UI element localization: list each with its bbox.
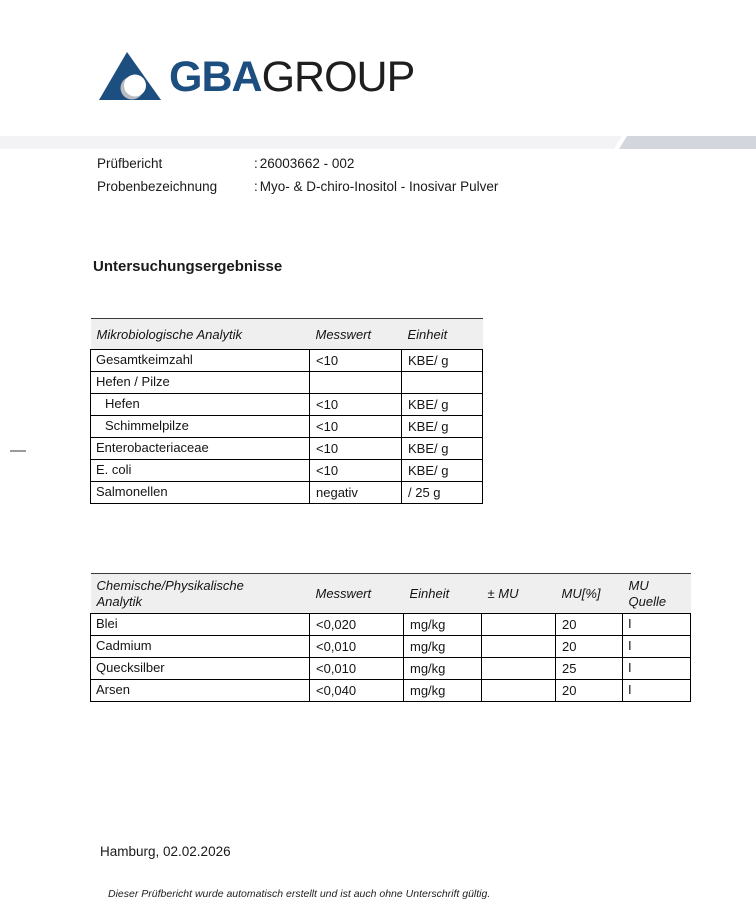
col-header-analytik: Mikrobiologische Analytik [91, 319, 310, 350]
sample-name-row [97, 175, 498, 198]
table-row [91, 394, 483, 416]
analyte-name: Quecksilber [91, 658, 310, 680]
header-band-dark [619, 136, 756, 149]
gba-triangle-logo-icon [99, 52, 161, 100]
analyte-mu-source: I [623, 614, 691, 636]
analyte-pm-mu [482, 636, 556, 658]
analyte-value: <10 [310, 438, 402, 460]
table-header-row [91, 319, 483, 350]
analyte-unit: mg/kg [404, 680, 482, 702]
table-row [91, 680, 691, 702]
analyte-name: Schimmelpilze [91, 416, 310, 438]
table-row [91, 416, 483, 438]
analyte-name: Blei [91, 614, 310, 636]
analyte-value: <0,010 [310, 658, 404, 680]
analyte-name: E. coli [91, 460, 310, 482]
analyte-unit: KBE/ g [402, 416, 483, 438]
table-row [91, 636, 691, 658]
analyte-pm-mu [482, 614, 556, 636]
place-date: Hamburg, 02.02.2026 [100, 844, 231, 859]
analyte-value: <0,040 [310, 680, 404, 702]
report-number-row [97, 152, 498, 175]
analyte-value: negativ [310, 482, 402, 504]
col-header-mu-quelle [623, 574, 691, 614]
analyte-name: Cadmium [91, 636, 310, 658]
table-header-row [91, 574, 691, 614]
section-title: Untersuchungsergebnisse [93, 258, 283, 275]
analyte-unit: KBE/ g [402, 460, 483, 482]
analyte-mu-pct: 20 [556, 636, 623, 658]
analyte-name: Gesamtkeimzahl [91, 350, 310, 372]
analyte-value: <10 [310, 416, 402, 438]
analyte-unit: KBE/ g [402, 350, 483, 372]
analyte-pm-mu [482, 680, 556, 702]
logo-text-group: GROUP [261, 53, 415, 101]
analyte-value [310, 372, 402, 394]
microbiology-table [90, 318, 483, 504]
table-row [91, 460, 483, 482]
analyte-value: <10 [310, 350, 402, 372]
report-number-value: 26003662 - 002 [259, 156, 355, 171]
analyte-unit [402, 372, 483, 394]
report-meta [97, 152, 498, 198]
sample-name-label: Probenbezeichnung [97, 179, 218, 194]
analyte-unit: KBE/ g [402, 438, 483, 460]
col-header-mu-quelle-line1: MU [628, 578, 649, 593]
sample-name-value: Myo- & D-chiro-Inositol - Inosivar Pulver [259, 179, 499, 194]
analyte-value: <10 [310, 460, 402, 482]
analyte-name: Hefen / Pilze [91, 372, 310, 394]
analyte-value: <10 [310, 394, 402, 416]
col-header-analytik [91, 574, 310, 614]
auto-generated-disclaimer: Dieser Prüfbericht wurde automatisch erstellt und ist auch ohne Unterschrift gültig. [108, 888, 491, 900]
analyte-unit: mg/kg [404, 614, 482, 636]
logo-wordmark [169, 54, 414, 100]
fold-mark [10, 450, 26, 452]
analyte-unit: / 25 g [402, 482, 483, 504]
analyte-value: <0,010 [310, 636, 404, 658]
table-row [91, 658, 691, 680]
analyte-mu-pct: 25 [556, 658, 623, 680]
analyte-unit: KBE/ g [402, 394, 483, 416]
col-header-mu-quelle-line2: Quelle [628, 594, 667, 609]
analyte-pm-mu [482, 658, 556, 680]
logo-text-gba: GBA [169, 53, 262, 101]
report-number-label: Prüfbericht [97, 156, 163, 171]
analyte-mu-source: I [623, 680, 691, 702]
analyte-unit: mg/kg [404, 658, 482, 680]
analyte-name: Hefen [91, 394, 310, 416]
colon-separator: : [254, 179, 258, 194]
analyte-name: Enterobacteriaceae [91, 438, 310, 460]
table-row [91, 438, 483, 460]
col-header-messwert: Messwert [310, 574, 404, 614]
col-header-einheit: Einheit [402, 319, 483, 350]
table-row [91, 350, 483, 372]
col-header-einheit: Einheit [404, 574, 482, 614]
col-header-analytik-line1: Chemische/Physikalische [96, 578, 244, 593]
analyte-value: <0,020 [310, 614, 404, 636]
analyte-mu-pct: 20 [556, 614, 623, 636]
chemistry-table [90, 573, 691, 702]
analyte-mu-source: I [623, 636, 691, 658]
col-header-mu-pct: MU[%] [556, 574, 623, 614]
colon-separator: : [254, 156, 258, 171]
col-header-pm-mu: ± MU [482, 574, 556, 614]
table-row [91, 372, 483, 394]
table-row [91, 482, 483, 504]
header-band-light [0, 136, 622, 149]
analyte-unit: mg/kg [404, 636, 482, 658]
analyte-name: Arsen [91, 680, 310, 702]
col-header-analytik-line2: Analytik [96, 594, 143, 609]
col-header-messwert: Messwert [310, 319, 402, 350]
analyte-mu-source: I [623, 658, 691, 680]
analyte-name: Salmonellen [91, 482, 310, 504]
table-row [91, 614, 691, 636]
gba-group-logo [99, 52, 414, 100]
analyte-mu-pct: 20 [556, 680, 623, 702]
